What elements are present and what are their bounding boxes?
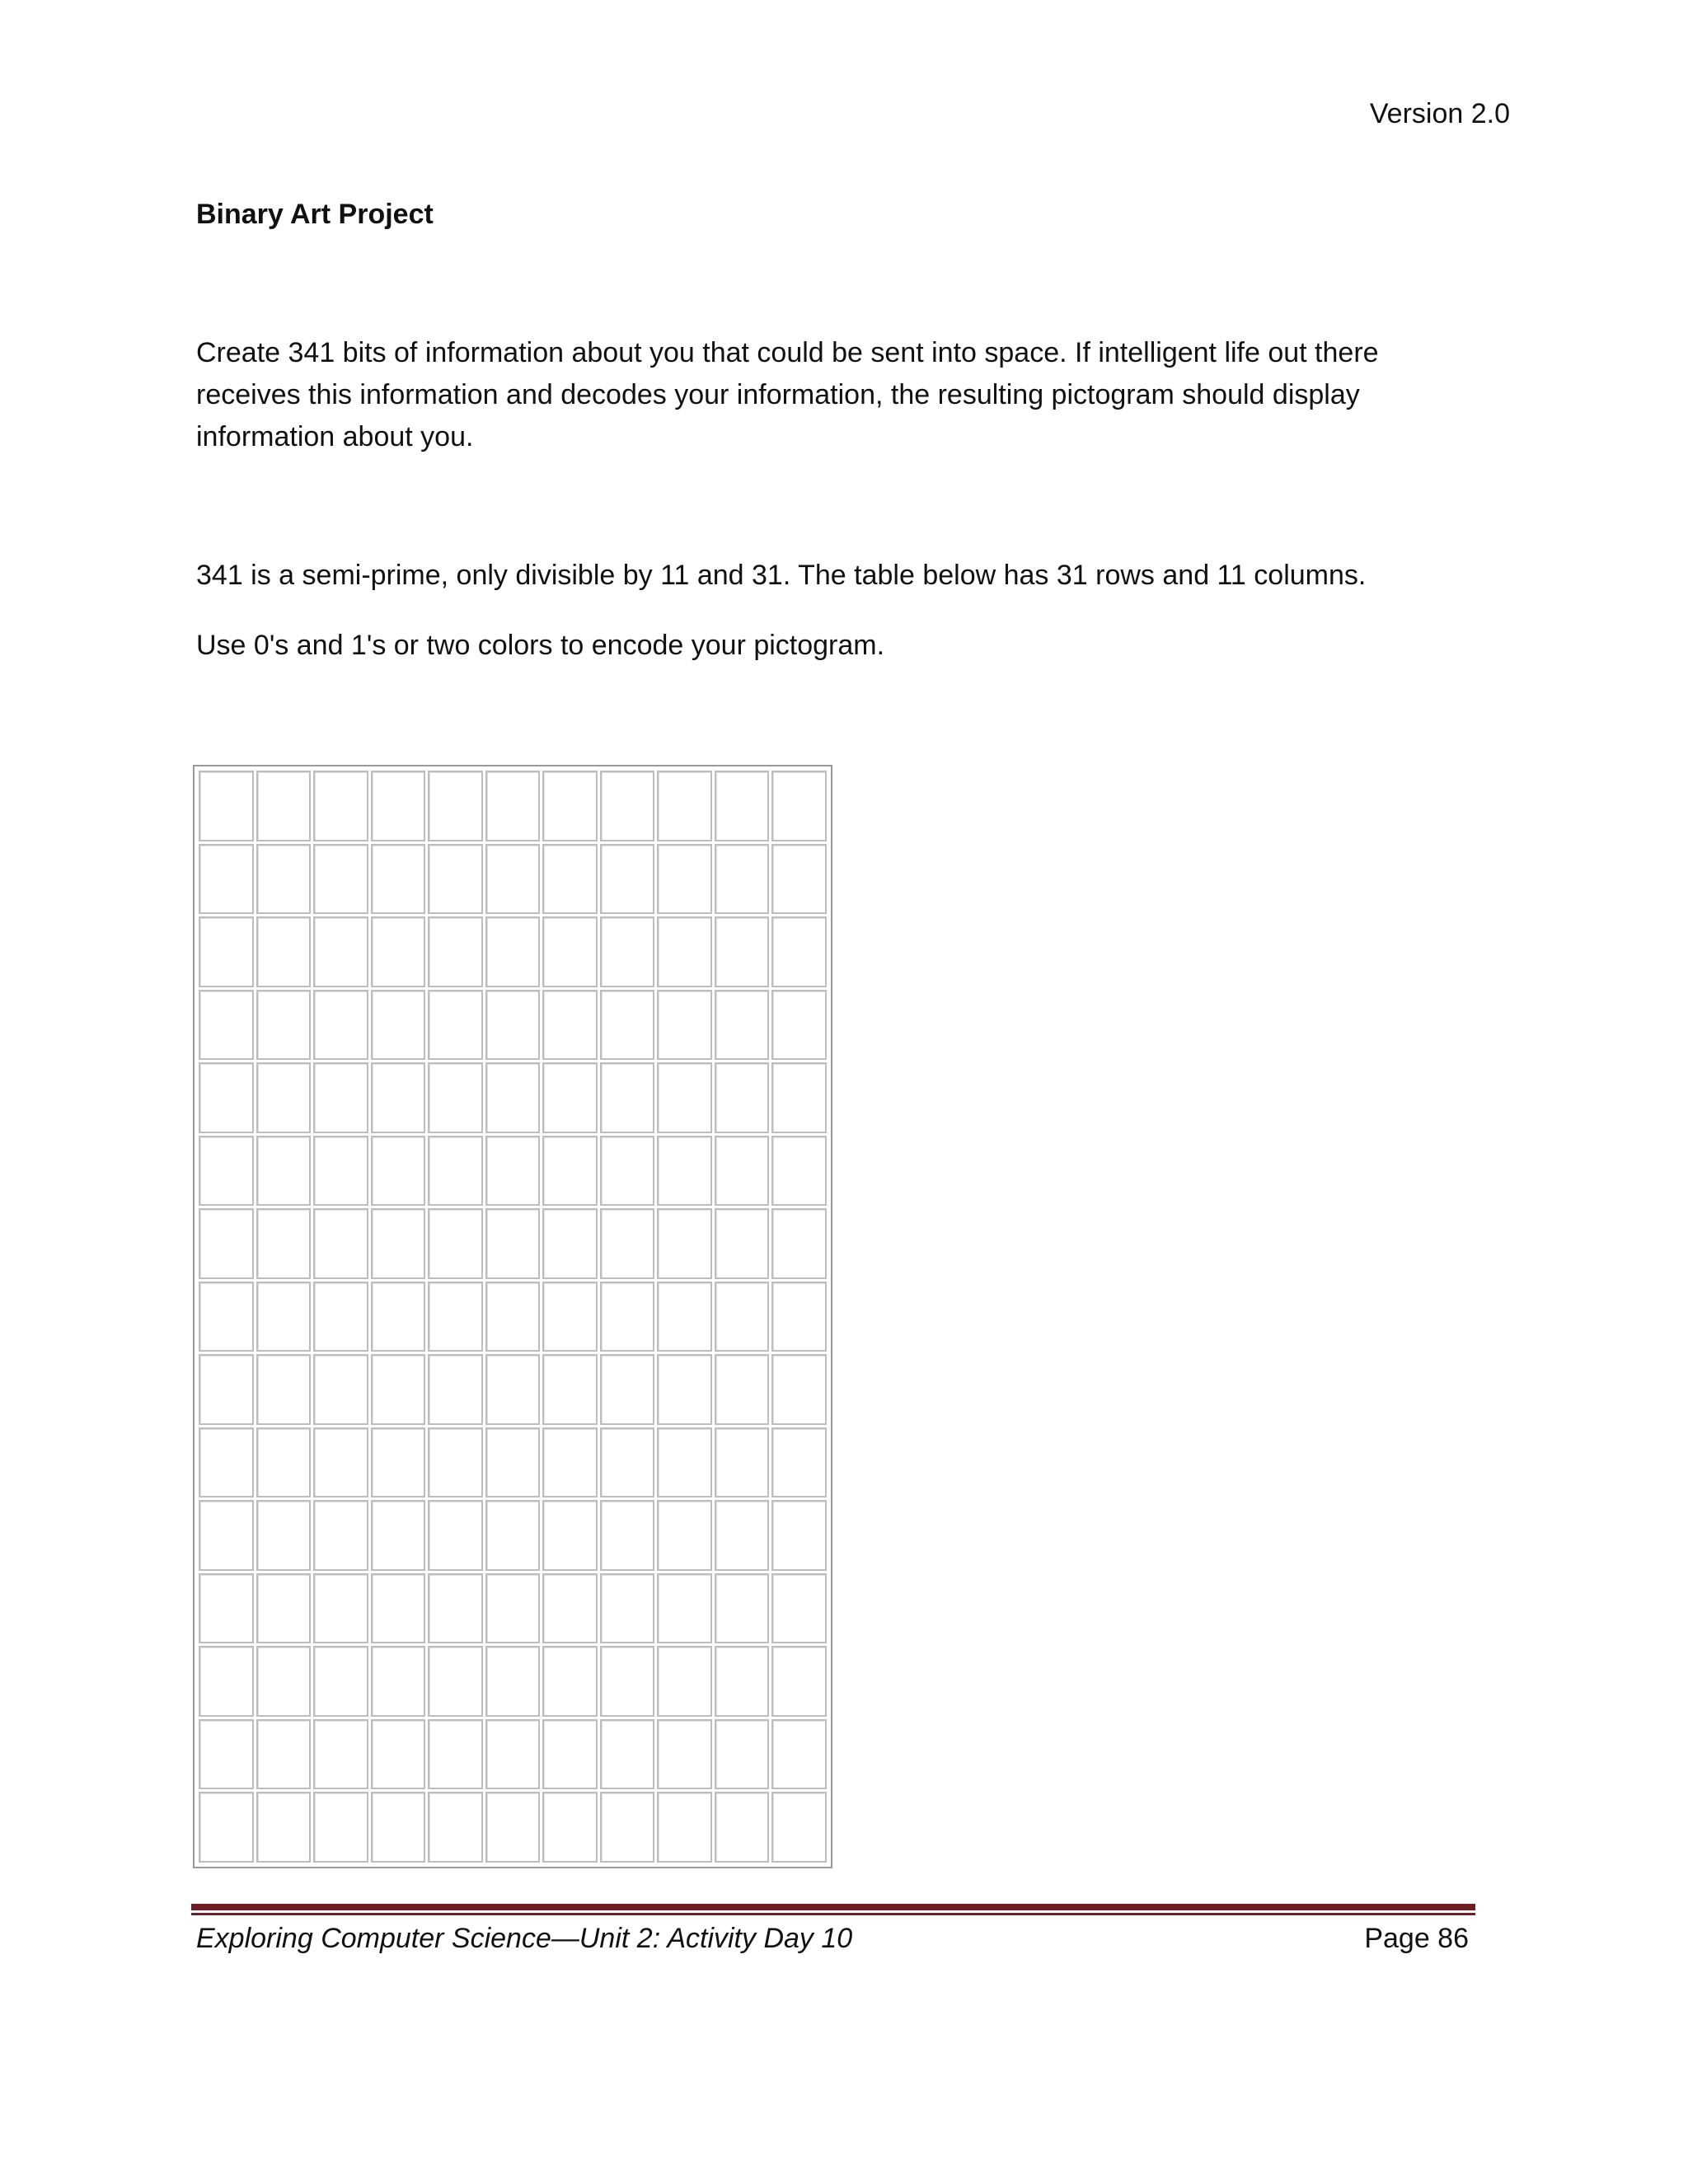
grid-cell[interactable] bbox=[542, 844, 598, 915]
grid-row bbox=[199, 916, 827, 987]
grid-cell[interactable] bbox=[371, 1646, 426, 1717]
grid-cell[interactable] bbox=[313, 1427, 368, 1498]
intro-paragraph: Create 341 bits of information about you that could be sent into space. If intelligent life out there receives this information and decodes your information, the resulting pictogram should display information about you. bbox=[196, 337, 1379, 452]
grid-cell[interactable] bbox=[657, 1646, 712, 1717]
grid-cell[interactable] bbox=[428, 990, 483, 1061]
grid-cell[interactable] bbox=[313, 1792, 368, 1863]
grid-cell[interactable] bbox=[428, 1062, 483, 1133]
grid-cell[interactable] bbox=[715, 1208, 770, 1279]
grid-cell[interactable] bbox=[313, 1500, 368, 1571]
grid-cell[interactable] bbox=[371, 1282, 426, 1352]
grid-cell[interactable] bbox=[313, 916, 368, 987]
grid-cell[interactable] bbox=[485, 1500, 541, 1571]
grid-cell[interactable] bbox=[313, 1208, 368, 1279]
grid-cell[interactable] bbox=[542, 1500, 598, 1571]
grid-cell[interactable] bbox=[771, 1208, 827, 1279]
grid-cell[interactable] bbox=[600, 990, 655, 1061]
grid-cell[interactable] bbox=[428, 1792, 483, 1863]
grid-cell[interactable] bbox=[371, 1719, 426, 1790]
grid-cell[interactable] bbox=[715, 1500, 770, 1571]
grid-cell[interactable] bbox=[771, 844, 827, 915]
grid-cell[interactable] bbox=[428, 916, 483, 987]
grid-cell[interactable] bbox=[485, 1136, 541, 1207]
grid-row bbox=[199, 1062, 827, 1133]
grid-cell[interactable] bbox=[715, 1282, 770, 1352]
grid-cell[interactable] bbox=[371, 1062, 426, 1133]
grid-cell[interactable] bbox=[313, 1354, 368, 1425]
grid-cell[interactable] bbox=[657, 1282, 712, 1352]
grid-cell[interactable] bbox=[542, 1573, 598, 1644]
grid-row bbox=[199, 1719, 827, 1790]
grid-cell[interactable] bbox=[771, 916, 827, 987]
grid-cell[interactable] bbox=[600, 1719, 655, 1790]
grid-cell[interactable] bbox=[313, 1719, 368, 1790]
grid-cell[interactable] bbox=[771, 1500, 827, 1571]
grid-cell[interactable] bbox=[771, 1062, 827, 1133]
footer-course-title: Exploring Computer Science—Unit 2: Activity Day 10 bbox=[196, 1923, 853, 1954]
grid-cell[interactable] bbox=[600, 1062, 655, 1133]
grid-cell[interactable] bbox=[256, 771, 312, 841]
grid-cell[interactable] bbox=[199, 1427, 254, 1498]
grid-cell[interactable] bbox=[657, 1427, 712, 1498]
grid-cell[interactable] bbox=[715, 1427, 770, 1498]
grid-cell[interactable] bbox=[256, 1792, 312, 1863]
grid-cell[interactable] bbox=[313, 1136, 368, 1207]
footer-rule-thin bbox=[191, 1913, 1475, 1915]
grid-cell[interactable] bbox=[600, 771, 655, 841]
grid-cell[interactable] bbox=[485, 990, 541, 1061]
semi-prime-paragraph: 341 is a semi-prime, only divisible by 11 and 31. The table below has 31 rows and 11 columns. bbox=[196, 560, 1367, 591]
grid-cell[interactable] bbox=[542, 1062, 598, 1133]
grid-cell[interactable] bbox=[428, 1719, 483, 1790]
grid-cell[interactable] bbox=[256, 1573, 312, 1644]
grid-cell[interactable] bbox=[542, 1646, 598, 1717]
grid-cell[interactable] bbox=[485, 1719, 541, 1790]
grid-cell[interactable] bbox=[542, 1427, 598, 1498]
grid-cell[interactable] bbox=[428, 1208, 483, 1279]
grid-cell[interactable] bbox=[256, 1719, 312, 1790]
grid-row bbox=[199, 1500, 827, 1571]
grid-cell[interactable] bbox=[657, 1136, 712, 1207]
grid-cell[interactable] bbox=[485, 1792, 541, 1863]
grid-cell[interactable] bbox=[199, 1208, 254, 1279]
grid-cell[interactable] bbox=[715, 916, 770, 987]
grid-cell[interactable] bbox=[371, 1136, 426, 1207]
grid-cell[interactable] bbox=[600, 1354, 655, 1425]
grid-cell[interactable] bbox=[199, 990, 254, 1061]
grid-row bbox=[199, 990, 827, 1061]
grid-cell[interactable] bbox=[657, 1792, 712, 1863]
grid-cell[interactable] bbox=[715, 1573, 770, 1644]
grid-cell[interactable] bbox=[199, 916, 254, 987]
grid-cell[interactable] bbox=[428, 771, 483, 841]
grid-cell[interactable] bbox=[313, 1282, 368, 1352]
grid-cell[interactable] bbox=[542, 990, 598, 1061]
grid-cell[interactable] bbox=[715, 1792, 770, 1863]
grid-cell[interactable] bbox=[657, 1208, 712, 1279]
grid-cell[interactable] bbox=[428, 1354, 483, 1425]
grid-cell[interactable] bbox=[199, 1792, 254, 1863]
grid-cell[interactable] bbox=[771, 771, 827, 841]
grid-cell[interactable] bbox=[371, 844, 426, 915]
grid-cell[interactable] bbox=[313, 1062, 368, 1133]
grid-cell[interactable] bbox=[657, 1354, 712, 1425]
grid-cell[interactable] bbox=[542, 1136, 598, 1207]
grid-cell[interactable] bbox=[428, 1646, 483, 1717]
grid-row bbox=[199, 771, 827, 841]
grid-cell[interactable] bbox=[771, 1427, 827, 1498]
grid-cell[interactable] bbox=[485, 1354, 541, 1425]
grid-cell[interactable] bbox=[771, 1282, 827, 1352]
grid-cell[interactable] bbox=[199, 1500, 254, 1571]
grid-cell[interactable] bbox=[542, 1719, 598, 1790]
grid-cell[interactable] bbox=[657, 1062, 712, 1133]
grid-cell[interactable] bbox=[657, 990, 712, 1061]
grid-cell[interactable] bbox=[428, 1136, 483, 1207]
grid-row bbox=[199, 1573, 827, 1644]
footer-page-number: Page 86 bbox=[1364, 1923, 1469, 1954]
grid-cell[interactable] bbox=[771, 1646, 827, 1717]
grid-cell[interactable] bbox=[256, 1427, 312, 1498]
grid-cell[interactable] bbox=[542, 1208, 598, 1279]
grid-cell[interactable] bbox=[428, 844, 483, 915]
grid-cell[interactable] bbox=[199, 1282, 254, 1352]
grid-cell[interactable] bbox=[542, 1792, 598, 1863]
grid-cell[interactable] bbox=[715, 990, 770, 1061]
grid-cell[interactable] bbox=[256, 1062, 312, 1133]
pictogram-grid bbox=[193, 765, 832, 1868]
grid-cell[interactable] bbox=[313, 844, 368, 915]
grid-cell[interactable] bbox=[199, 1354, 254, 1425]
grid-cell[interactable] bbox=[256, 1500, 312, 1571]
grid-cell[interactable] bbox=[256, 1354, 312, 1425]
grid-row bbox=[199, 1792, 827, 1863]
grid-cell[interactable] bbox=[600, 1136, 655, 1207]
grid-cell[interactable] bbox=[485, 844, 541, 915]
grid-cell[interactable] bbox=[600, 1208, 655, 1279]
grid-cell[interactable] bbox=[657, 844, 712, 915]
grid-cell[interactable] bbox=[371, 916, 426, 987]
grid-cell[interactable] bbox=[485, 1062, 541, 1133]
grid-cell[interactable] bbox=[485, 771, 541, 841]
grid-cell[interactable] bbox=[715, 1062, 770, 1133]
grid-cell[interactable] bbox=[428, 1500, 483, 1571]
grid-cell[interactable] bbox=[600, 844, 655, 915]
grid-cell[interactable] bbox=[313, 990, 368, 1061]
encoding-instruction: Use 0's and 1's or two colors to encode your pictogram. bbox=[196, 630, 885, 661]
grid-cell[interactable] bbox=[428, 1573, 483, 1644]
grid-cell[interactable] bbox=[600, 1573, 655, 1644]
grid-cell[interactable] bbox=[199, 1062, 254, 1133]
grid-cell[interactable] bbox=[657, 916, 712, 987]
footer-rule-thick bbox=[191, 1904, 1475, 1910]
grid-cell[interactable] bbox=[715, 1719, 770, 1790]
grid-row bbox=[199, 1282, 827, 1352]
grid-cell[interactable] bbox=[313, 771, 368, 841]
grid-cell[interactable] bbox=[600, 1500, 655, 1571]
footer-rule bbox=[191, 1904, 1475, 1915]
grid-cell[interactable] bbox=[371, 1427, 426, 1498]
grid-cell[interactable] bbox=[313, 1573, 368, 1644]
grid-cell[interactable] bbox=[428, 1282, 483, 1352]
grid-cell[interactable] bbox=[715, 771, 770, 841]
grid-cell[interactable] bbox=[313, 1646, 368, 1717]
grid-cell[interactable] bbox=[771, 1792, 827, 1863]
grid-cell[interactable] bbox=[771, 1354, 827, 1425]
grid-row bbox=[199, 844, 827, 915]
grid-cell[interactable] bbox=[485, 1573, 541, 1644]
grid-cell[interactable] bbox=[485, 916, 541, 987]
grid-cell[interactable] bbox=[485, 1282, 541, 1352]
grid-cell[interactable] bbox=[542, 1354, 598, 1425]
grid-cell[interactable] bbox=[600, 916, 655, 987]
version-label: Version 2.0 bbox=[1369, 98, 1510, 129]
grid-cell[interactable] bbox=[542, 916, 598, 987]
grid-cell[interactable] bbox=[715, 1136, 770, 1207]
grid-cell[interactable] bbox=[199, 1573, 254, 1644]
grid-cell[interactable] bbox=[256, 1282, 312, 1352]
grid-cell[interactable] bbox=[199, 1719, 254, 1790]
grid-cell[interactable] bbox=[371, 1354, 426, 1425]
grid-cell[interactable] bbox=[715, 844, 770, 915]
grid-cell[interactable] bbox=[371, 771, 426, 841]
grid-cell[interactable] bbox=[371, 990, 426, 1061]
grid-cell[interactable] bbox=[771, 1719, 827, 1790]
grid-cell[interactable] bbox=[256, 844, 312, 915]
grid-cell[interactable] bbox=[371, 1792, 426, 1863]
grid-cell[interactable] bbox=[256, 1136, 312, 1207]
grid-row bbox=[199, 1646, 827, 1717]
grid-cell[interactable] bbox=[715, 1354, 770, 1425]
grid-cell[interactable] bbox=[256, 1208, 312, 1279]
grid-cell[interactable] bbox=[199, 771, 254, 841]
grid-cell[interactable] bbox=[542, 1282, 598, 1352]
grid-cell[interactable] bbox=[771, 1573, 827, 1644]
grid-cell[interactable] bbox=[256, 916, 312, 987]
grid-cell[interactable] bbox=[485, 1427, 541, 1498]
grid-cell[interactable] bbox=[542, 771, 598, 841]
grid-cell[interactable] bbox=[600, 1282, 655, 1352]
document-title: Binary Art Project bbox=[196, 199, 434, 230]
grid-cell[interactable] bbox=[771, 990, 827, 1061]
grid-cell[interactable] bbox=[199, 844, 254, 915]
grid-cell[interactable] bbox=[657, 1500, 712, 1571]
grid-cell[interactable] bbox=[256, 1646, 312, 1717]
grid-cell[interactable] bbox=[428, 1427, 483, 1498]
grid-cell[interactable] bbox=[199, 1136, 254, 1207]
grid-cell[interactable] bbox=[600, 1646, 655, 1717]
grid-row bbox=[199, 1208, 827, 1279]
grid-row bbox=[199, 1427, 827, 1498]
grid-cell[interactable] bbox=[199, 1646, 254, 1717]
grid-cell[interactable] bbox=[657, 1719, 712, 1790]
grid-cell[interactable] bbox=[485, 1208, 541, 1279]
grid-cell[interactable] bbox=[600, 1792, 655, 1863]
grid-row bbox=[199, 1136, 827, 1207]
grid-cell[interactable] bbox=[256, 990, 312, 1061]
grid-cell[interactable] bbox=[371, 1573, 426, 1644]
pictogram-table bbox=[196, 768, 829, 1865]
grid-cell[interactable] bbox=[600, 1427, 655, 1498]
grid-row bbox=[199, 1354, 827, 1425]
grid-cell[interactable] bbox=[371, 1208, 426, 1279]
grid-cell[interactable] bbox=[771, 1136, 827, 1207]
grid-cell[interactable] bbox=[485, 1646, 541, 1717]
grid-cell[interactable] bbox=[715, 1646, 770, 1717]
grid-cell[interactable] bbox=[657, 1573, 712, 1644]
grid-cell[interactable] bbox=[657, 771, 712, 841]
grid-cell[interactable] bbox=[371, 1500, 426, 1571]
